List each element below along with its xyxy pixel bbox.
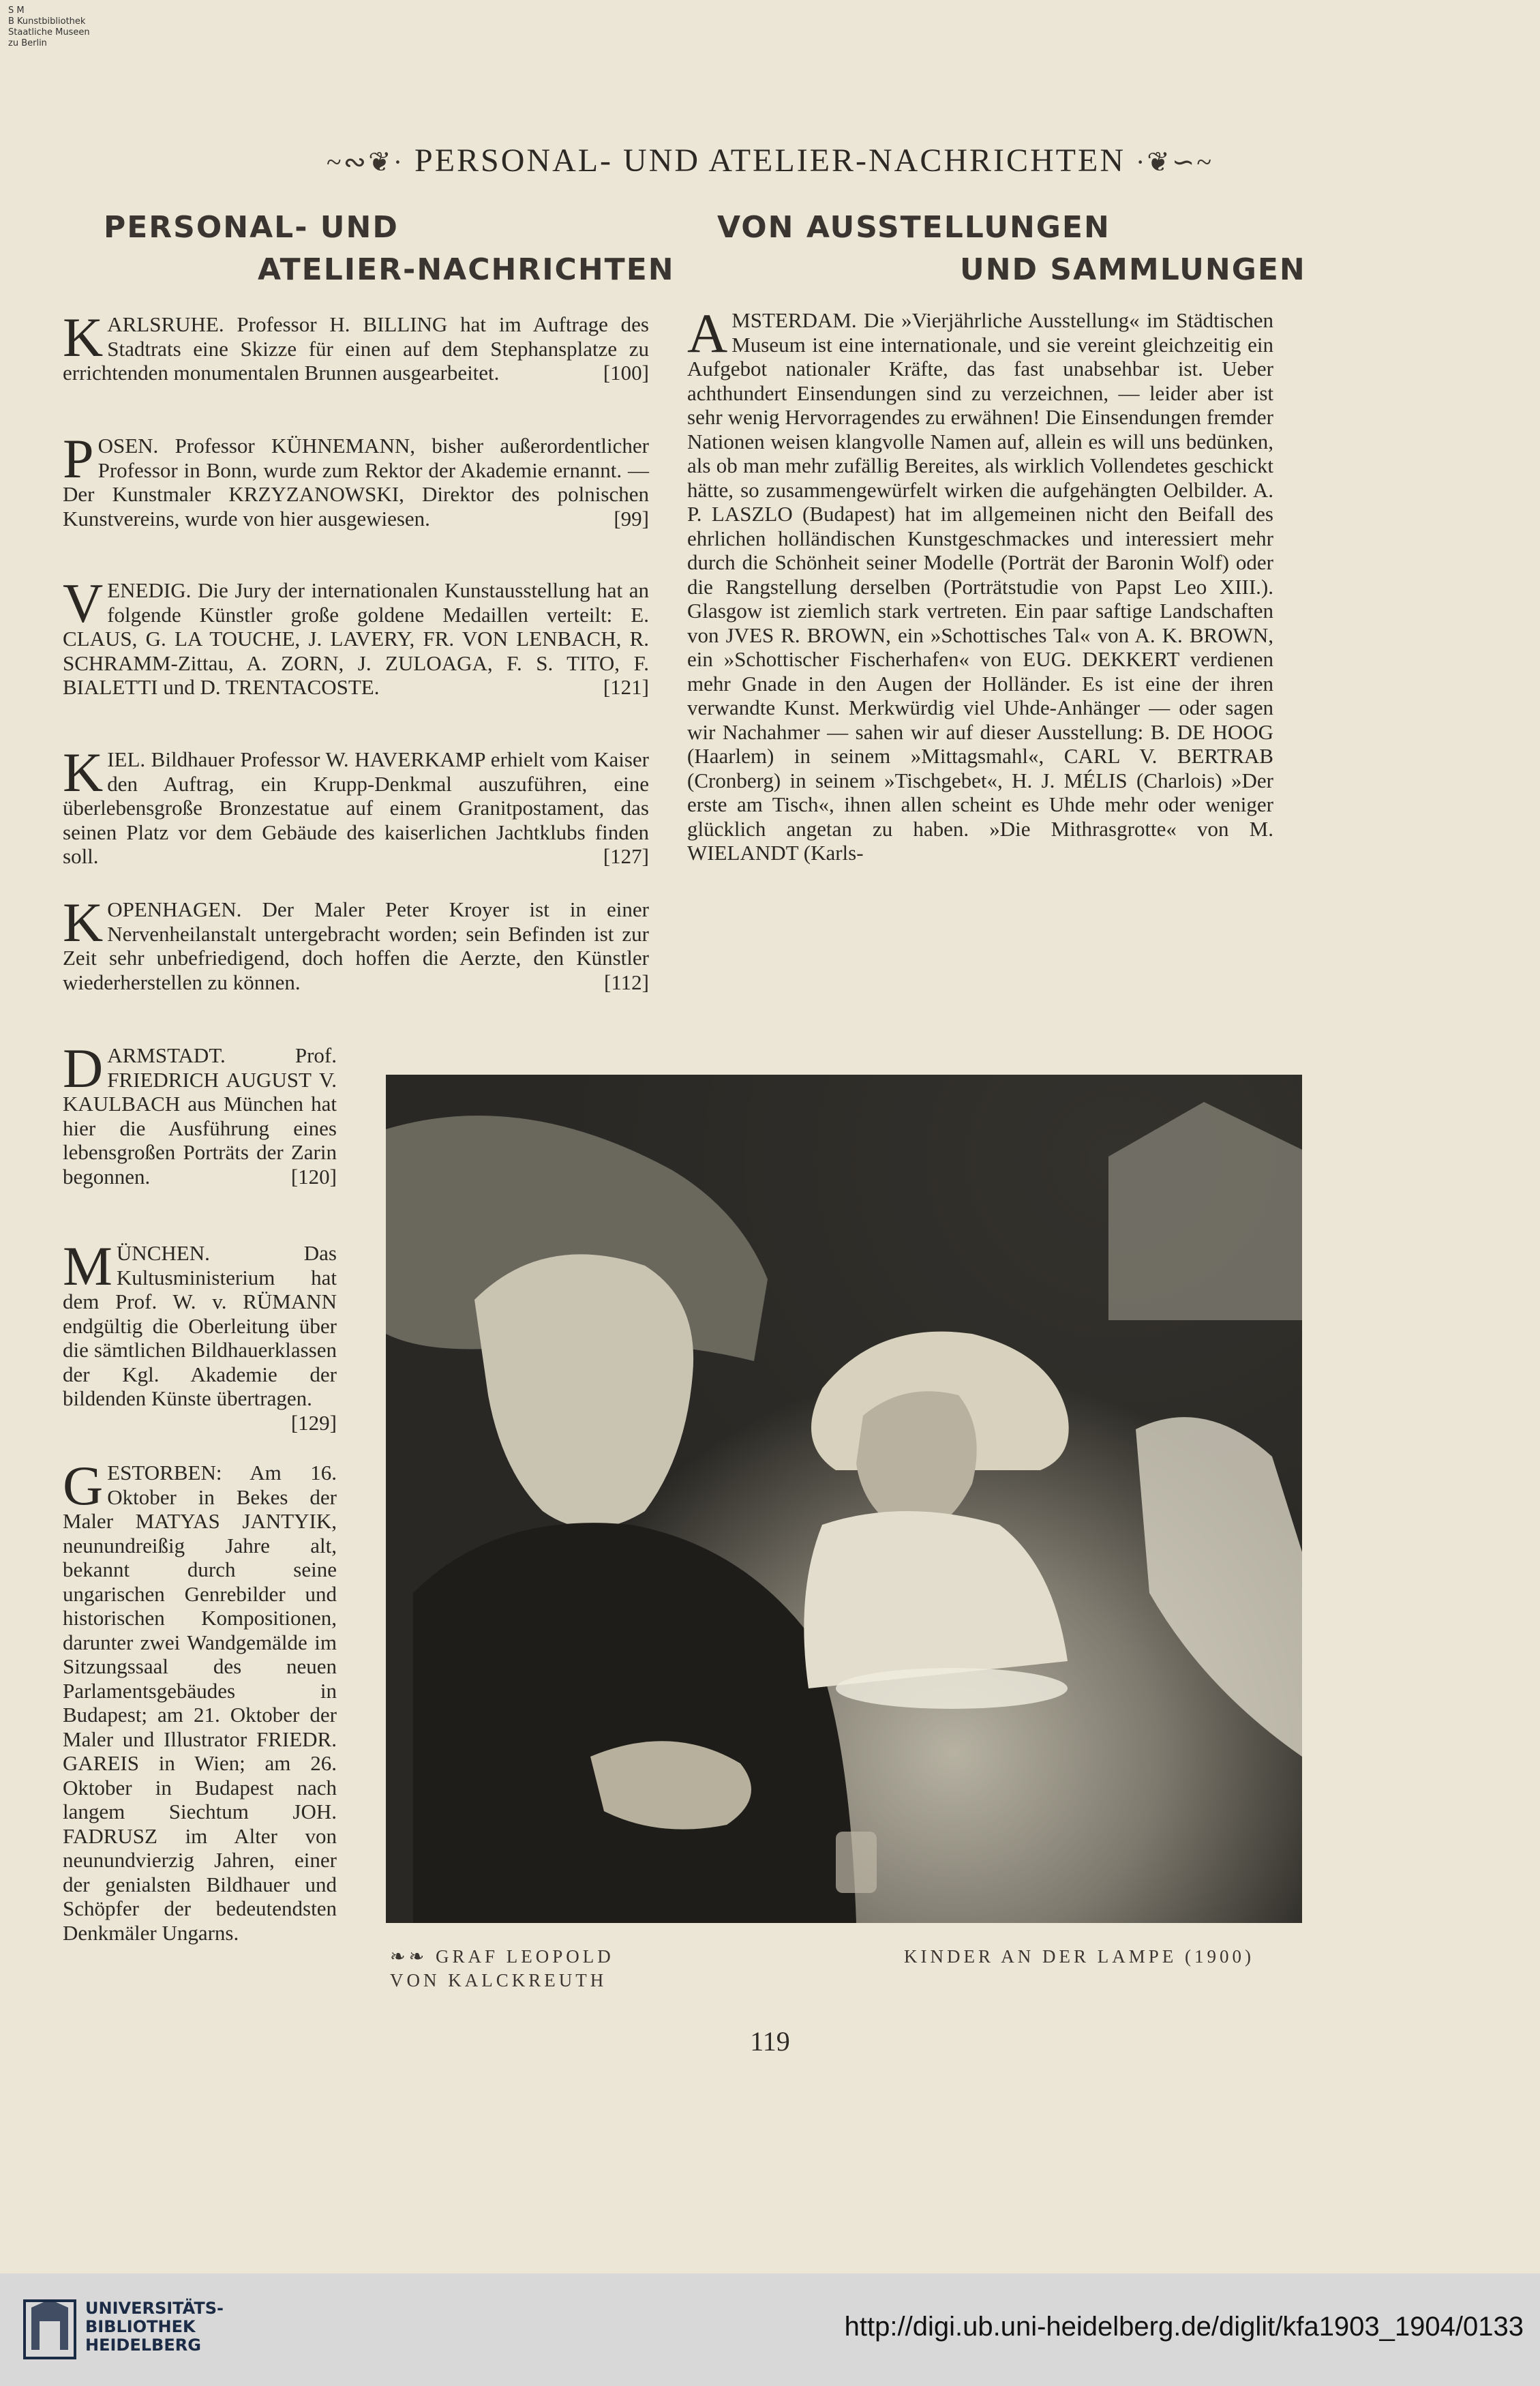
- entry-text: IEL. Bildhauer Professor W. HAVERKAMP erhielt vom Kaiser den Auftrag, ein Krupp-Denkmal auszuführen, eine überlebensgroße Bronzestatue auf einem Granitpostament, das seinen Platz vor dem Gebäude des kaiserlichen Jachtklubs finden soll.: [63, 747, 649, 868]
- entry-amsterdam: [687, 302, 1273, 865]
- entry-ref: [112]: [604, 970, 649, 994]
- entry-ref: [99]: [614, 506, 649, 531]
- drop-initial: D: [63, 1037, 104, 1099]
- figure-artist-line2: VON KALCKREUTH: [390, 1970, 607, 1990]
- entry-text: ESTORBEN: Am 16. Oktober in Bekes der Maler MATYAS JANTYIK, neunundreißig Jahre alt, bekannt durch seine ungarischen Genrebilder und historischen Kompositionen, darunter zwei Wandgemälde im Sitzungssaal des neuen Parlamentsgebäudes in Budapest; am 21. Oktober der Maler und Illustrator FRIEDR. GAREIS in Wien; am 26. Oktober in Budapest nach langem Siechtum JOH. FADRUSZ im Alter von neunundvierzig Jahren, einer der genialsten Bildhauer und Schöpfer der bedeutendsten Denkmäler Ungarns.: [63, 1461, 337, 1945]
- entry-posen: [63, 428, 649, 531]
- entry-ref: [120]: [290, 1164, 337, 1189]
- drop-initial: M: [63, 1235, 112, 1297]
- running-head: [0, 142, 1540, 179]
- running-head-text: PERSONAL- UND ATELIER-NACHRICHTEN: [414, 143, 1126, 179]
- library-name-line: UNIVERSITÄTS-: [85, 2299, 224, 2318]
- entry-text: ENEDIG. Die Jury der internationalen Kunstausstellung hat an folgende Künstler große goldene Medaillen verteilt: E. CLAUS, G. LA TOUCHE, J. LAVERY, FR. VON LENBACH, R. SCHRAMM-Zittau, A. ZORN, J. ZULOAGA, F. S. TITO, F. BIALETTI und D. TRENTACOSTE.: [63, 578, 649, 699]
- drop-initial: K: [63, 741, 104, 803]
- library-name-line: HEIDELBERG: [85, 2336, 201, 2355]
- library-logo-icon: [20, 2287, 79, 2369]
- drop-initial: P: [63, 428, 94, 490]
- library-name-line: BIBLIOTHEK: [85, 2317, 196, 2336]
- figure-title: KINDER AN DER LAMPE (1900): [904, 1946, 1254, 1967]
- entry-kopenhagen: [63, 891, 649, 994]
- entry-venedig: [63, 572, 649, 700]
- right-heading-line1: VON AUSSTELLUNGEN: [717, 210, 1111, 245]
- drop-initial: K: [63, 891, 104, 953]
- drop-initial: K: [63, 306, 104, 368]
- entry-text: ARMSTADT. Prof. FRIEDRICH AUGUST V. KAULBACH aus München hat hier die Ausführung eines lebensgroßen Porträts der Zarin begonnen.: [63, 1043, 337, 1189]
- page-number: 119: [750, 2026, 790, 2057]
- drop-initial: V: [63, 572, 104, 634]
- entry-text: OSEN. Professor KÜHNEMANN, bisher außerordentlicher Professor in Bonn, wurde zum Rektor der Akademie ernannt. — Der Kunstmaler KRZYZANOWSKI, Direktor des polnischen Kunstvereins, wurde von hier ausgewiesen.: [63, 434, 649, 531]
- stamp-line: Staatliche Museen: [8, 27, 90, 38]
- drop-initial: A: [687, 302, 728, 364]
- entry-karlsruhe: [63, 306, 649, 385]
- entry-ref: [100]: [603, 361, 649, 385]
- entry-kiel: [63, 741, 649, 869]
- figure-artist-line1: ❧❧ GRAF LEOPOLD: [390, 1946, 614, 1967]
- right-flourish-icon: ·❦∽~: [1135, 147, 1213, 177]
- stamp-line: zu Berlin: [8, 38, 47, 48]
- entry-text: ARLSRUHE. Professor H. BILLING hat im Auftrage des Stadtrats eine Skizze für einen auf dem Stephansplatze zu errichtenden monumentalen Brunnen ausgearbeitet.: [63, 312, 649, 385]
- entry-muenchen: [63, 1235, 337, 1435]
- left-heading-line2: ATELIER-NACHRICHTEN: [258, 252, 675, 287]
- left-flourish-icon: ~∾❦·: [327, 147, 405, 177]
- stamp-line: S M: [8, 5, 25, 16]
- entry-gestorben: [63, 1455, 337, 1945]
- entry-text: ÜNCHEN. Das Kultusministerium hat dem Prof. W. v. RÜMANN endgültig die Oberleitung über die sämtlichen Bildhauerklassen der Kgl. Akademie der bildenden Künste übertragen.: [63, 1241, 337, 1410]
- entry-text: MSTERDAM. Die »Vierjährliche Ausstellung« im Städtischen Museum ist eine internationale, und sie vereint gleichzeitig ein Aufgebot nationaler Kräfte, das fast unabsehbar ist. Ueber achthundert Einsendungen sind zu verzeichnen, — leider aber ist sehr wenig Hervorragendes zu erwähnen! Die Einsendungen fremder Nationen weisen klangvolle Namen auf, allein es will uns bedünken, als ob man mehr zufällig Bereites, als wirklich Vollendetes geschickt hätte, so zusammengewürfelt wirken die aufgehängten Oelbilder. A. P. LASZLO (Budapest) hat im allgemeinen nicht den Beifall des ehrlichen holländischen Kunstgeschmackes und interessiert mehr durch die Schönheit seiner Modelle (Porträt der Baronin Wolf) oder die Rangstellung derselben (Porträtstudie von Papst Leo XIII.). Glasgow ist ziemlich stark vertreten. Ein paar saftige Landschaften von JVES R. BROWN, ein »Schottisches Tal« von A. K. BROWN, ein »Schottischer Fischerhafen« von EUG. DEKKERT verdienen mehr Gnade in den Augen der Holländer. Es ist eine der ihren verwandte Kunst. Merkwürdig viel Uhde-Anhänger — oder sagen wir Nachahmer — sahen wir auf dieser Ausstellung: B. DE HOOG (Haarlem) in seinem »Mittagsmahl«, CARL V. BERTRAB (Cronberg) in seinem »Tischgebet«, H. J. MÉLIS (Charlois) »Der erste am Tisch«, ihnen allen scheint es Uhde mehr oder weniger glücklich angetan zu haben. »Die Mithrasgrotte« von M. WIELANDT (Karls-: [687, 308, 1273, 865]
- stamp-line: B Kunstbibliothek: [8, 16, 86, 27]
- left-heading-line1: PERSONAL- UND: [104, 210, 399, 245]
- source-url-link[interactable]: http://digi.ub.uni-heidelberg.de/diglit/kfa1903_1904/0133: [844, 2312, 1524, 2342]
- entry-ref: [127]: [603, 844, 649, 868]
- entry-ref: [121]: [603, 675, 649, 699]
- entry-text: OPENHAGEN. Der Maler Peter Kroyer ist in einer Nervenheilanstalt untergebracht worden; sein Befinden ist zur Zeit sehr unbefriedigend, doch hoffen die Aerzte, den Künstler wiederherstellen zu können.: [63, 897, 649, 994]
- library-name: [85, 2299, 224, 2355]
- entry-ref: [129]: [290, 1410, 337, 1435]
- right-heading-line2: UND SAMMLUNGEN: [960, 252, 1306, 287]
- drop-initial: G: [63, 1455, 104, 1517]
- painting-image: [386, 1075, 1302, 1923]
- painting-illustration: [386, 1075, 1302, 1923]
- footer-bar: [0, 2273, 1540, 2386]
- library-stamp: [8, 5, 90, 49]
- entry-darmstadt: [63, 1037, 337, 1189]
